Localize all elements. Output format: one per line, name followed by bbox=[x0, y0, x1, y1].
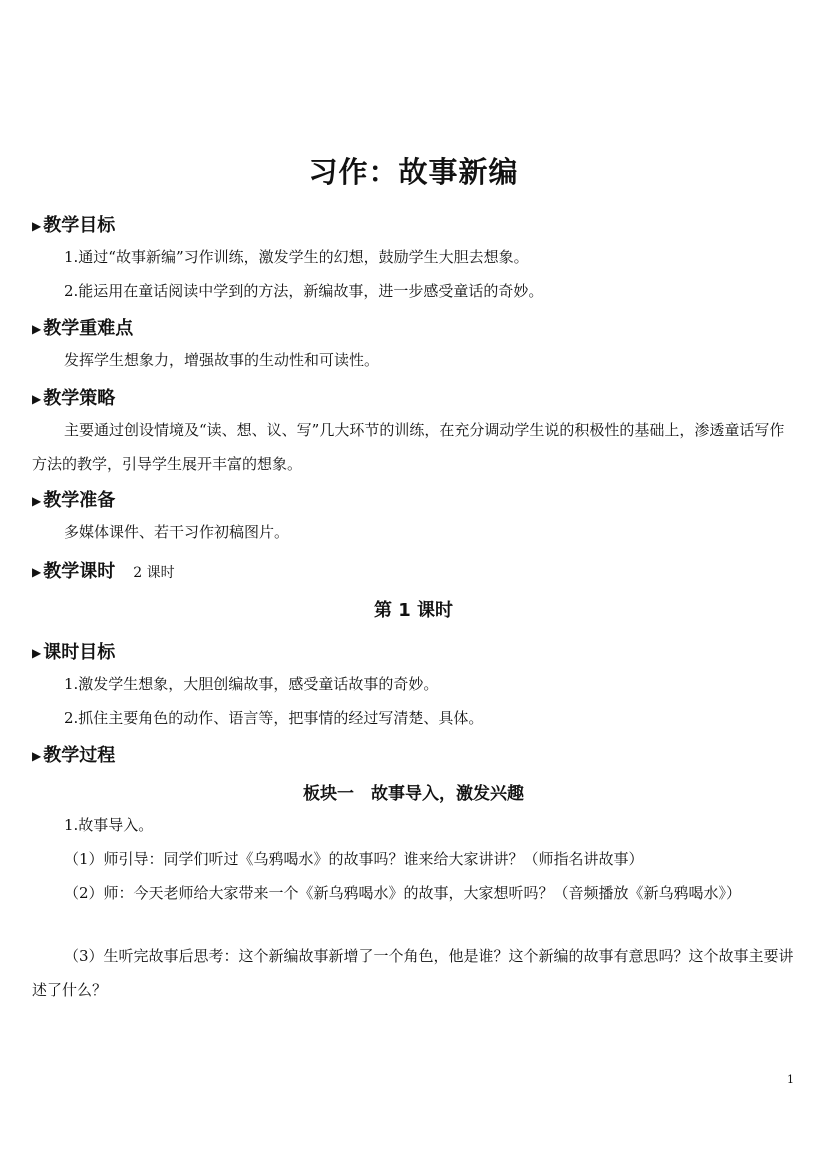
triangle-marker-icon: ▶ bbox=[32, 646, 42, 660]
heading-text: 教学目标 bbox=[43, 215, 116, 236]
heading-preparation bbox=[32, 486, 115, 512]
heading-teaching-goals bbox=[32, 211, 115, 237]
triangle-marker-icon: ▶ bbox=[32, 219, 42, 233]
heading-text: 课时目标 bbox=[43, 642, 116, 663]
triangle-marker-icon: ▶ bbox=[32, 749, 42, 763]
heading-text: 教学重难点 bbox=[43, 318, 134, 339]
triangle-marker-icon: ▶ bbox=[32, 322, 42, 336]
triangle-marker-icon: ▶ bbox=[32, 565, 42, 579]
process-item: （3）生听完故事后思考：这个新编故事新增了一个角色，他是谁？这个新编的故事有意思吗？这个故事主要讲述了什么？ bbox=[32, 947, 794, 999]
strategy-text: 主要通过创设情境及“读、想、议、写”几大环节的训练，在充分调动学生说的积极性的基础上，渗透童话写作方法的教学，引导学生展开丰富的想象。 bbox=[32, 421, 785, 473]
process-item: （2）师：今天老师给大家带来一个《新乌鸦喝水》的故事，大家想听吗？（音频播放《新乌鸦喝水》） bbox=[64, 884, 742, 902]
heading-teaching-process bbox=[32, 741, 115, 767]
lesson-title: 第 1 课时 bbox=[373, 600, 454, 621]
lesson-goal-item: 2.抓住主要角色的动作、语言等，把事情的经过写清楚、具体。 bbox=[64, 709, 484, 727]
heading-class-hours bbox=[32, 557, 175, 583]
heading-text: 教学策略 bbox=[43, 388, 116, 409]
preparation-text: 多媒体课件、若干习作初稿图片。 bbox=[64, 523, 290, 541]
goal-item: 2.能运用在童话阅读中学到的方法，新编故事，进一步感受童话的奇妙。 bbox=[64, 282, 544, 300]
class-hours-value: 2 课时 bbox=[133, 565, 175, 581]
document-title: 习作：故事新编 bbox=[308, 155, 519, 189]
process-item: （1）师引导：同学们听过《乌鸦喝水》的故事吗？谁来给大家讲讲？（师指名讲故事） bbox=[64, 850, 644, 868]
heading-key-points bbox=[32, 314, 133, 340]
heading-lesson-goals bbox=[32, 638, 115, 664]
key-points-text: 发挥学生想象力，增强故事的生动性和可读性。 bbox=[64, 351, 380, 369]
heading-text: 教学课时 bbox=[43, 561, 116, 582]
lesson-goal-item: 1.激发学生想象，大胆创编故事，感受童话故事的奇妙。 bbox=[64, 675, 439, 693]
triangle-marker-icon: ▶ bbox=[32, 494, 42, 508]
process-item: 1.故事导入。 bbox=[64, 816, 154, 834]
goal-item: 1.通过“故事新编”习作训练，激发学生的幻想，鼓励学生大胆去想象。 bbox=[64, 248, 529, 266]
block-title: 板块一 故事导入，激发兴趣 bbox=[303, 784, 524, 804]
heading-strategy bbox=[32, 384, 115, 410]
triangle-marker-icon: ▶ bbox=[32, 392, 42, 406]
page-number: 1 bbox=[787, 1073, 794, 1086]
heading-text: 教学过程 bbox=[43, 745, 116, 766]
heading-text: 教学准备 bbox=[43, 490, 116, 511]
